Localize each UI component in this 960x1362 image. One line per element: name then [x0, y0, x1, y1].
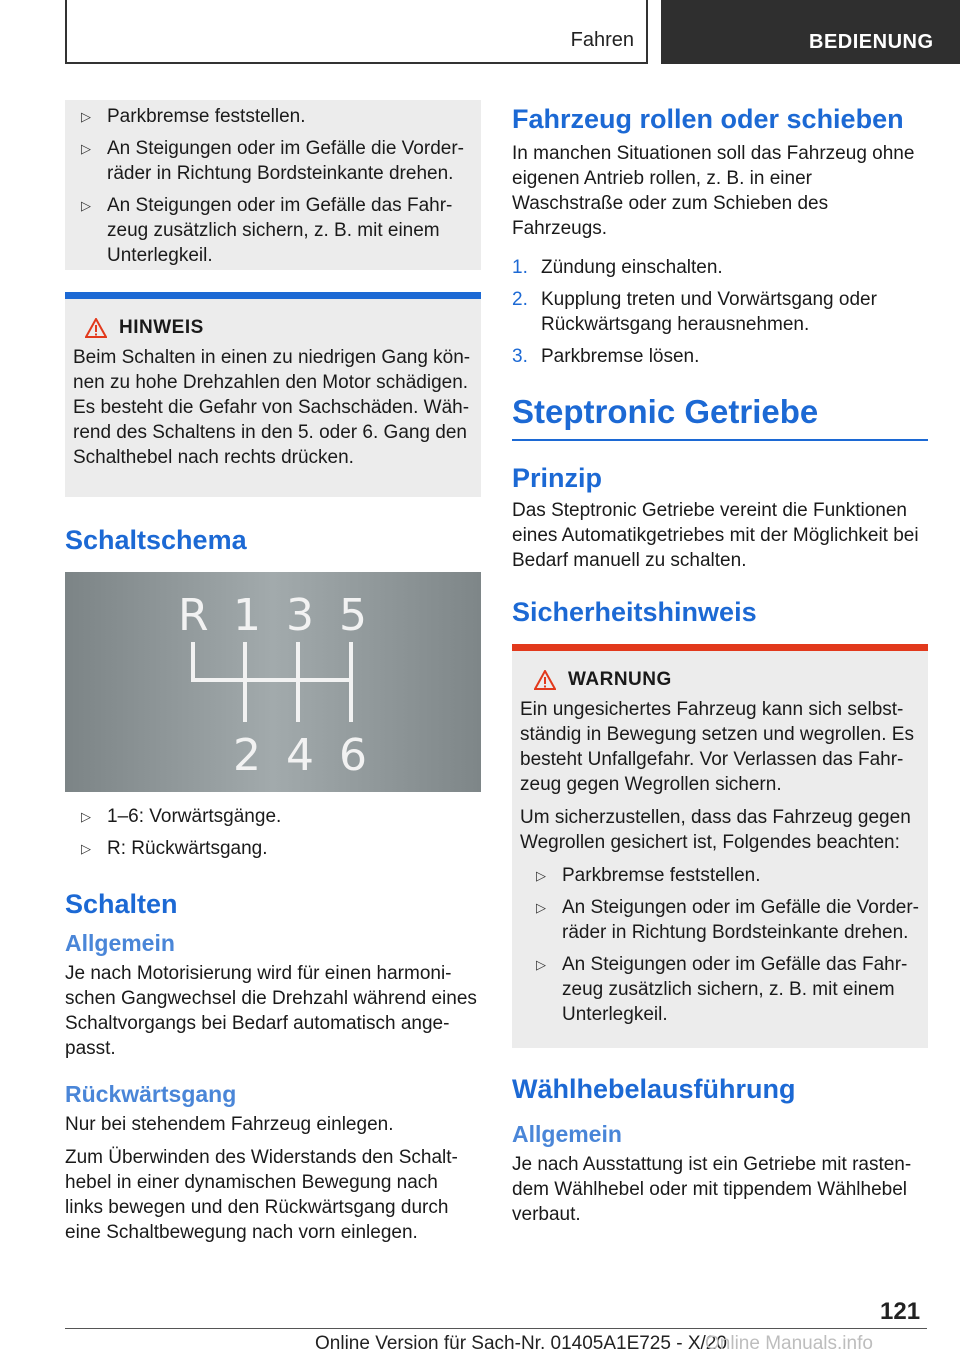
warnung-bullet-list: [520, 863, 920, 1027]
waehlhebel-heading: Wählhebelausführung: [512, 1074, 796, 1104]
step-text: Parkbremse lösen.: [541, 346, 700, 367]
step-number: 1.: [512, 257, 528, 278]
list-item: ▷ An Steigungen oder im Gefälle das Fahr‐ zeug zusätzlich sichern, z. B. mit einem Unterlegkeil.: [65, 193, 481, 268]
hinweis-title: HINWEIS: [119, 317, 204, 338]
gear-label-3: 3: [286, 590, 314, 641]
step-text: Zündung einschalten.: [541, 257, 723, 278]
step-number: 3.: [512, 346, 528, 367]
header-section-label: Fahren: [570, 29, 634, 51]
warnung-header: [520, 669, 920, 691]
gear-label-1: 1: [233, 590, 261, 641]
list-item: ▷ 1–6: Vorwärtsgänge.: [65, 804, 481, 829]
steptronic-heading: Steptronic Getriebe: [512, 393, 928, 441]
list-item: [512, 287, 928, 337]
warnung-accent-bar: [512, 644, 928, 651]
list-item: ▷ An Steigungen oder im Gefälle die Vorder‐ räder in Richtung Bordsteinkante drehen.: [520, 895, 920, 945]
gear-shift-pattern-image: [65, 572, 481, 792]
warning-triangle-icon: [534, 670, 556, 690]
left-column: [65, 100, 481, 1245]
rollen-steps: [512, 255, 928, 369]
warnung-text-1: Ein ungesichertes Fahrzeug kann sich selbst‐ ständig in Bewegung setzen und wegrollen. Es besteht Unfallgefahr. Vor Verlassen das Fahr‐ zeug gegen Wegrollen sichern.: [520, 699, 914, 795]
list-item: ▷ Parkbremse feststellen.: [65, 104, 481, 129]
hinweis-header: [73, 317, 473, 339]
list-item: ▷ R: Rückwärtsgang.: [65, 836, 481, 861]
gear-pattern-svg: [65, 572, 481, 792]
schaltschema-heading: Schaltschema: [65, 525, 247, 555]
allgemein-text: Je nach Motorisierung wird für einen harmoni‐ schen Gangwechsel die Drehzahl während eines Schaltvorgangs bei Bedarf automatisch ange‐ passt.: [65, 963, 477, 1059]
hinweis-text: Beim Schalten in einen zu niedrigen Gang kön‐ nen zu hohe Drehzahlen den Motor schädigen. Es besteht die Gefahr von Sachschäden. Wäh‐ rend des Schaltens in den 5. oder 6. Gang den Schalthebel nach rechts drücken.: [73, 347, 471, 468]
warning-triangle-icon: [85, 318, 107, 338]
header-chapter-tab: [661, 0, 960, 64]
warnung-title: WARNUNG: [568, 669, 672, 690]
hinweis-box: [65, 299, 481, 497]
step-text: Kupplung treten und Vorwärtsgang oder Rückwärtsgang herausnehmen.: [541, 289, 877, 335]
header-chapter-label: BEDIENUNG: [809, 31, 934, 53]
schalten-heading: Schalten: [65, 889, 178, 919]
list-item: ▷ An Steigungen oder im Gefälle das Fahr‐ zeug zusätzlich sichern, z. B. mit einem Unterlegkeil.: [520, 952, 920, 1027]
list-item: ▷ An Steigungen oder im Gefälle die Vorder‐ räder in Richtung Bordsteinkante drehen.: [65, 136, 481, 186]
footer-divider: [65, 1328, 927, 1329]
right-column: [512, 100, 928, 1227]
list-item: ▷ Parkbremse feststellen.: [520, 863, 920, 888]
warnung-text-2: Um sicherzustellen, dass das Fahrzeug gegen Wegrollen gesichert ist, Folgendes beachten:: [520, 807, 911, 853]
sicherheitshinweis-heading: Sicherheitshinweis: [512, 597, 757, 627]
prinzip-text: Das Steptronic Getriebe vereint die Funktionen eines Automatikgetriebes mit der Möglichkeit bei Bedarf manuell zu schalten.: [512, 500, 919, 571]
top-bullets-box: [65, 100, 481, 270]
warnung-box: [512, 651, 928, 1048]
list-item: [512, 344, 928, 369]
waehlhebel-allgemein-heading: Allgemein: [512, 1121, 622, 1147]
prinzip-heading: Prinzip: [512, 463, 603, 493]
step-number: 2.: [512, 289, 528, 310]
gear-label-6: 6: [339, 730, 367, 781]
list-item: [512, 255, 928, 280]
waehlhebel-text: Je nach Ausstattung ist ein Getriebe mit rasten‐ dem Wählhebel oder mit tippendem Wählhebel verbaut.: [512, 1154, 912, 1225]
footer-watermark: Online Manuals.info: [705, 1333, 873, 1354]
footer-online-version: Online Version für Sach-Nr. 01405A1E725 - X/20: [315, 1333, 727, 1354]
gear-label-2: 2: [233, 730, 261, 781]
allgemein-heading: Allgemein: [65, 930, 175, 956]
hinweis-accent-bar: [65, 292, 481, 299]
rueckwaertsgang-heading: Rückwärtsgang: [65, 1081, 237, 1107]
rueckwaertsgang-text-2: Zum Überwinden des Widerstands den Schalt‐ hebel in einer dynamischen Bewegung nach links bewegen und den Rückwärtsgang durch eine Schaltbewegung nach vorn einlegen.: [65, 1147, 458, 1243]
schema-bullet-list: [65, 804, 481, 861]
page-number: 121: [880, 1298, 921, 1325]
header-section-box: [65, 0, 648, 64]
rollen-text: In manchen Situationen soll das Fahrzeug ohne eigenen Antrieb rollen, z. B. in einer Waschstraße oder zum Schieben des Fahrzeugs.: [512, 143, 915, 239]
gear-label-R: R: [178, 590, 209, 641]
gear-label-4: 4: [286, 730, 314, 781]
gear-label-5: 5: [339, 590, 367, 641]
rueckwaertsgang-text-1: Nur bei stehendem Fahrzeug einlegen.: [65, 1114, 394, 1135]
top-bullet-list: [65, 104, 481, 268]
rollen-heading: Fahrzeug rollen oder schieben: [512, 104, 904, 134]
